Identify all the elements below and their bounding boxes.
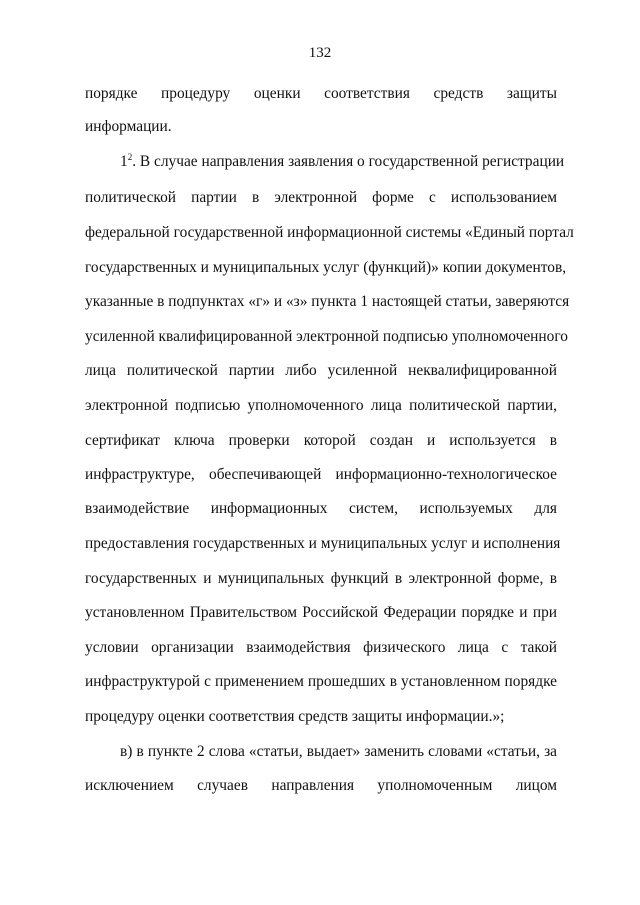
text-line: указанные в подпунктах «г» и «з» пункта 1 настоящей статьи, заверяются: [85, 293, 570, 310]
text-line: федеральной государственной информационной системы «Единый портал: [85, 224, 574, 241]
text-line: государственных и муниципальных услуг (функций)» копии документов,: [85, 259, 567, 276]
page-number: 132: [308, 45, 332, 61]
text-line: сертификат ключа проверки которой создан и используется в: [85, 432, 557, 449]
text-line: . В случае направления заявления о государственной регистрации: [132, 153, 565, 170]
text-line: информации.: [85, 118, 172, 135]
paragraph-marker: $1^2$: [120, 152, 133, 170]
text-line: государственных и муниципальных функций в электронной форме, в: [85, 570, 557, 587]
text-line: инфраструктурой с применением прошедших в установленном порядке: [85, 673, 557, 690]
text-line: предоставления государственных и муниципальных услуг и исполнения: [85, 535, 561, 552]
text-line: процедуру оценки соответствия средств защиты информации.»;: [85, 708, 505, 725]
text-line: политической партии в электронной форме с использованием: [85, 189, 557, 206]
text-line: исключением случаев направления уполномоченным лицом: [85, 777, 557, 794]
text-line: установленном Правительством Российской Федерации порядке и при: [85, 604, 557, 621]
text-line: усиленной квалифицированной электронной подписью уполномоченного: [85, 328, 568, 345]
text-line: порядке процедуру оценки соответствия средств защиты: [85, 85, 557, 102]
text-line: условии организации взаимодействия физического лица с такой: [85, 639, 557, 656]
text-line: взаимодействие информационных систем, используемых для: [85, 500, 557, 517]
text-line: лица политической партии либо усиленной неквалифицированной: [85, 362, 557, 379]
text-line: в) в пункте 2 слова «статьи, выдает» заменить словами «статьи, за: [120, 743, 557, 760]
paragraph-first-line: [120, 152, 565, 172]
text-line: инфраструктуре, обеспечивающей информационно-технологическое: [85, 466, 557, 483]
text-line: электронной подписью уполномоченного лица политической партии,: [85, 397, 557, 414]
